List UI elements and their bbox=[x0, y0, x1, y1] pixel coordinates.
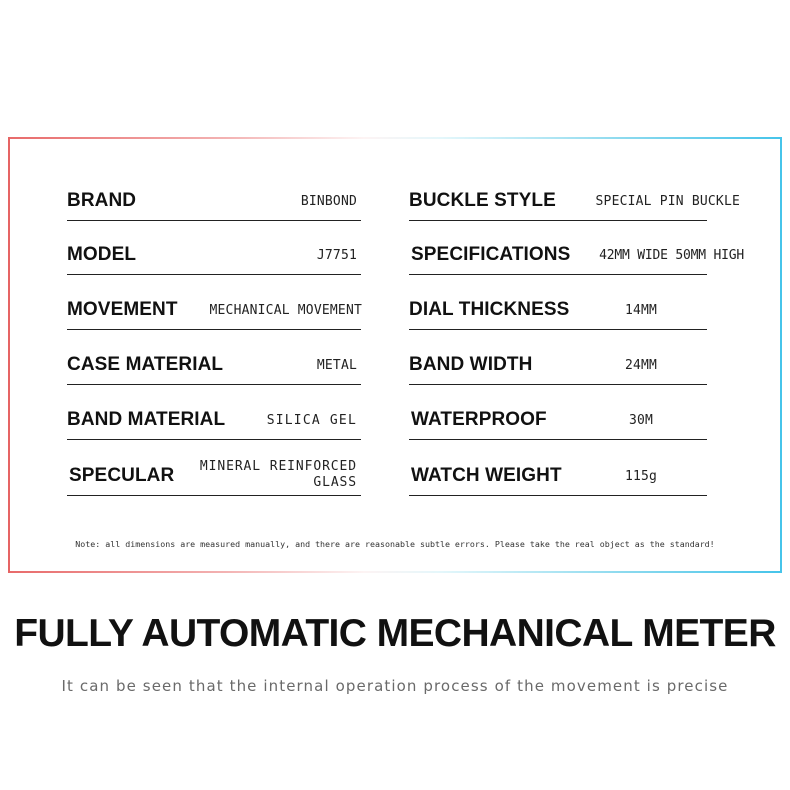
spec-label: BAND MATERIAL bbox=[67, 409, 226, 430]
spec-row-band-width bbox=[409, 345, 707, 385]
spec-row-model bbox=[67, 235, 361, 275]
spec-row-buckle-style bbox=[409, 181, 740, 221]
spec-label: SPECULAR bbox=[69, 465, 175, 486]
spec-value: MINERAL REINFORCED GLASS bbox=[199, 459, 357, 490]
spec-row-case-material bbox=[67, 345, 361, 385]
spec-label: BUCKLE STYLE bbox=[409, 190, 556, 211]
spec-row-dial-thickness bbox=[409, 290, 707, 330]
spec-row-brand bbox=[67, 181, 361, 221]
spec-row-specifications bbox=[409, 235, 744, 275]
spec-label: MODEL bbox=[67, 244, 137, 265]
spec-label: WATERPROOF bbox=[411, 409, 547, 430]
card-top-border bbox=[8, 137, 782, 139]
spec-label: WATCH WEIGHT bbox=[411, 465, 562, 486]
spec-label: CASE MATERIAL bbox=[67, 354, 224, 375]
page-subheadline: It can be seen that the internal operation process of the movement is precise bbox=[61, 677, 729, 695]
spec-label: BAND WIDTH bbox=[409, 354, 533, 375]
page-headline: FULLY AUTOMATIC MECHANICAL METER bbox=[14, 612, 776, 655]
spec-label: DIAL THICKNESS bbox=[409, 299, 570, 320]
spec-row-watch-weight bbox=[409, 456, 707, 496]
card-right-border bbox=[780, 137, 782, 573]
spec-value: 24MM bbox=[624, 358, 658, 373]
spec-label: BRAND bbox=[67, 190, 137, 211]
disclaimer-note: Note: all dimensions are measured manually, and there are reasonable subtle errors. Please take the real object as the standard! bbox=[75, 539, 715, 549]
spec-card bbox=[8, 137, 782, 573]
spec-row-specular bbox=[67, 456, 361, 496]
spec-value: 42MM WIDE 50MM HIGH bbox=[599, 248, 744, 263]
spec-value: 30M bbox=[628, 413, 654, 428]
spec-row-movement bbox=[67, 290, 361, 330]
spec-label: MOVEMENT bbox=[67, 299, 178, 320]
spec-value: METAL bbox=[316, 358, 357, 373]
spec-value: BINBOND bbox=[300, 194, 357, 209]
spec-row-band-material bbox=[67, 400, 361, 440]
spec-value: SPECIAL PIN BUCKLE bbox=[595, 194, 740, 209]
spec-value: MECHANICAL MOVEMENT bbox=[209, 303, 362, 318]
spec-row-waterproof bbox=[409, 400, 707, 440]
spec-value: 115g bbox=[624, 469, 658, 484]
card-left-border bbox=[8, 137, 10, 573]
spec-value: 14MM bbox=[624, 303, 658, 318]
card-bottom-border bbox=[8, 571, 782, 573]
spec-value: J7751 bbox=[316, 248, 357, 263]
spec-value: SILICA GEL bbox=[266, 413, 357, 428]
spec-label: SPECIFICATIONS bbox=[411, 244, 571, 265]
